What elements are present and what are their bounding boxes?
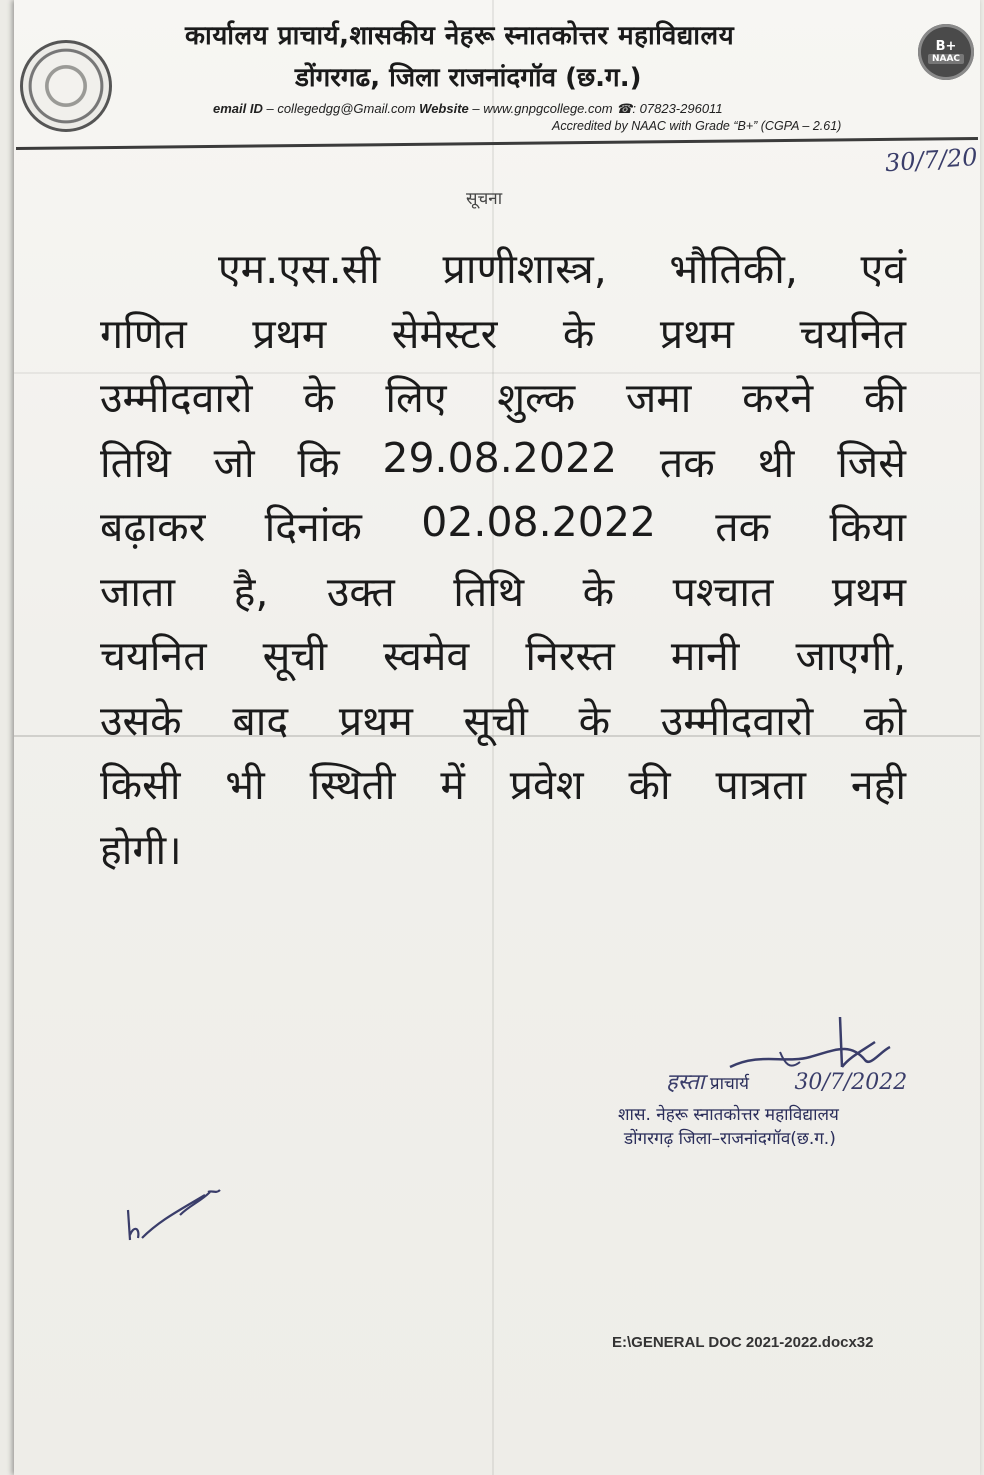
notice-word: सेमेस्टर [391, 309, 498, 358]
notice-word: प्रवेश [509, 761, 584, 809]
notice-word: 29.08.2022 [382, 433, 618, 482]
notice-word: एम.एस.सी [218, 245, 380, 293]
notice-body-line [100, 563, 906, 628]
naac-grade: B+ [935, 39, 957, 54]
phone-value: 07823-296011 [639, 101, 723, 116]
notice-body-line [100, 627, 906, 692]
naac-label: NAAC [928, 54, 964, 64]
handwritten-date-top: 30/7/20 [884, 142, 979, 178]
notice-word: बाद [232, 696, 289, 745]
notice-word: पात्रता [715, 761, 806, 809]
stamp-role: प्राचार्य [709, 1074, 750, 1094]
notice-body-line [100, 692, 906, 757]
notice-word: भौतिकी, [669, 245, 798, 293]
notice-word: के [562, 309, 595, 358]
notice-word: मानी [670, 632, 740, 680]
notice-word: जाएगी, [795, 632, 906, 680]
notice-word: को [863, 696, 906, 745]
notice-body-line [100, 305, 906, 370]
notice-word: बढ़ाकर [100, 503, 206, 551]
notice-word: लिए [385, 374, 447, 422]
notice-word: चयनित [799, 309, 906, 358]
notice-word: करने [742, 374, 814, 422]
accreditation-text: Accredited by NAAC with Grade “B+” (CGPA – 2.61) [552, 119, 842, 133]
notice-word: सूची [262, 632, 328, 680]
college-emblem-icon [20, 40, 112, 132]
notice-word: प्रथम [338, 696, 413, 745]
notice-word: स्वमेव [383, 632, 470, 680]
notice-word: सूची [463, 696, 528, 745]
notice-word: थी [757, 438, 795, 487]
email-value: collegedgg@Gmail.com [277, 101, 416, 116]
notice-word: जिसे [837, 438, 906, 487]
website-value: www.gnpgcollege.com [483, 101, 613, 116]
notice-word: पश्चात [672, 567, 774, 616]
website-label: Website [419, 101, 469, 116]
notice-word: एवं [860, 245, 906, 293]
notice-word: स्थिती [309, 761, 396, 809]
notice-body [100, 240, 906, 885]
handwritten-signature-prefix: हस्ता [666, 1070, 705, 1095]
initials-signature-icon [120, 1180, 230, 1250]
notice-word: दिनांक [264, 503, 362, 551]
notice-word: शुल्क [497, 374, 576, 422]
notice-word: है, [233, 567, 269, 616]
notice-word: प्रथम [659, 309, 734, 358]
notice-word: प्राणीशास्त्र, [442, 245, 607, 293]
notice-word: भी [225, 761, 265, 809]
notice-word: तक [659, 438, 715, 487]
notice-body-line [100, 756, 906, 821]
letterhead-title: कार्यालय प्राचार्य,शासकीय नेहरू स्नातकोत्तर महाविद्यालय [185, 21, 735, 51]
notice-word: के [303, 374, 335, 422]
notice-body-line [100, 498, 906, 563]
notice-word: के [582, 567, 615, 616]
notice-word: जाता [100, 567, 176, 616]
notice-word: तिथि [453, 567, 525, 616]
letterhead-contact: email ID – collegedgg@Gmail.com Website – www.gnpgcollege.com ☎: 07823-296011 [213, 101, 723, 116]
notice-word: चयनित [100, 632, 207, 680]
notice-word: तिथि [100, 438, 171, 487]
notice-body-line [100, 369, 906, 434]
notice-word: तक [715, 503, 771, 551]
email-label: email ID [213, 101, 263, 116]
notice-word: उक्त [326, 567, 395, 616]
notice-body-line [100, 821, 906, 886]
phone-icon: ☎ [616, 101, 633, 116]
notice-body-line [100, 434, 906, 499]
notice-word: के [578, 696, 611, 745]
notice-word: किया [829, 503, 906, 551]
notice-word: की [628, 761, 671, 809]
notice-word: गणित [100, 309, 187, 358]
notice-word: निरस्त [525, 632, 615, 680]
notice-word: कि [297, 438, 340, 487]
notice-word: प्रथम [252, 309, 327, 358]
letterhead-location: डोंगरगढ, जिला राजनांदगॉव (छ.ग.) [295, 63, 642, 93]
notice-word: प्रथम [831, 567, 906, 616]
notice-word: किसी [100, 761, 181, 809]
notice-word: 02.08.2022 [421, 498, 656, 546]
notice-word: होगी। [100, 825, 182, 874]
notice-word: उसके [100, 696, 182, 745]
notice-body-line [100, 240, 906, 305]
notice-heading: सूचना [466, 189, 503, 209]
notice-word: उम्मीदवारो [660, 696, 814, 745]
naac-badge-icon [918, 24, 974, 80]
notice-word: जमा [625, 374, 692, 422]
notice-word: जो [213, 438, 255, 487]
stamp-college-name: शास. नेहरू स्नातकोत्तर महाविद्यालय [618, 1105, 839, 1125]
stamp-role-line [666, 1066, 907, 1096]
notice-word: उम्मीदवारो [100, 374, 253, 422]
notice-word: नही [850, 761, 906, 809]
notice-word: की [863, 374, 906, 422]
stamp-college-location: डोंगरगढ़ जिला–राजनांदगॉव(छ.ग.) [624, 1129, 836, 1149]
handwritten-date-signature: 30/7/2022 [794, 1070, 908, 1095]
notice-word: में [440, 761, 465, 809]
file-path-footer: E:\GENERAL DOC 2021-2022.docx32 [612, 1334, 874, 1351]
